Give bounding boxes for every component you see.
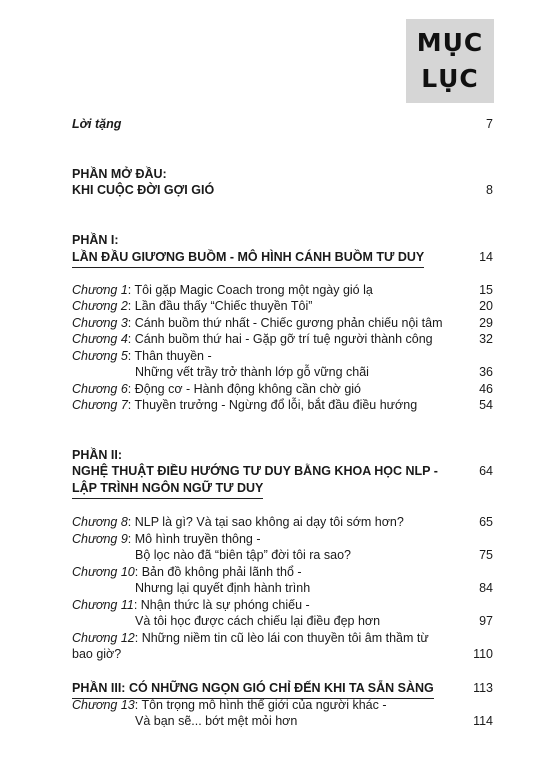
chapter-entry-2[interactable]	[72, 298, 493, 314]
chapter-entry-12-cont[interactable]	[72, 646, 493, 662]
chapter-title-cont: bao giờ?	[72, 647, 122, 661]
chapter-entry-8[interactable]	[72, 514, 493, 530]
chapter-prefix: Chương 2	[72, 299, 128, 313]
chapter-prefix: Chương 13	[72, 698, 135, 712]
chapter-entry-9[interactable]	[72, 531, 493, 547]
chapter-entry-4[interactable]	[72, 331, 493, 347]
toc-title	[406, 19, 494, 103]
chapter-page: 54	[479, 398, 493, 412]
chapter-title: : NLP là gì? Và tại sao không ai dạy tôi sớm hơn?	[127, 515, 404, 529]
chapter-title-cont: Những vết trầy trở thành lớp gỗ vững chãi	[135, 365, 369, 379]
toc-entry-page: 7	[486, 117, 493, 131]
chapter-page: 15	[479, 283, 493, 297]
chapter-entry-6[interactable]	[72, 381, 493, 397]
chapter-entry-13[interactable]	[72, 697, 493, 713]
chapter-entry-5[interactable]	[72, 348, 493, 364]
chapter-prefix: Chương 6	[72, 382, 128, 396]
chapter-page: 36	[479, 365, 493, 379]
part-title: PHẦN III: CÓ NHỮNG NGỌN GIÓ CHỈ ĐẾN KHI TA SẴN SÀNG	[72, 680, 434, 699]
part-title-mo-dau[interactable]	[72, 182, 493, 198]
chapter-title: : Những niềm tin cũ lèo lái con thuyền tôi âm thầm từ	[134, 631, 429, 645]
toc-entry-page: 64	[479, 464, 493, 478]
chapter-prefix: Chương 3	[72, 316, 128, 330]
chapter-prefix: Chương 5	[72, 349, 128, 363]
chapter-entry-3[interactable]	[72, 315, 493, 331]
chapter-title: : Bản đồ không phải lãnh thổ -	[134, 565, 302, 579]
chapter-title-cont: Và bạn sẽ... bớt mệt mỏi hơn	[135, 714, 298, 728]
toc-entry-page: 14	[479, 250, 493, 264]
part-heading-1[interactable]	[72, 232, 493, 248]
chapter-title: : Cánh buồm thứ hai - Gặp gỡ trí tuệ người thành công	[127, 332, 433, 346]
part-title-2-cont[interactable]	[72, 480, 493, 499]
chapter-prefix: Chương 7	[72, 398, 128, 412]
chapter-title: : Động cơ - Hành động không cần chờ gió	[127, 382, 361, 396]
part-title-cont: LẬP TRÌNH NGÔN NGỮ TƯ DUY	[72, 480, 263, 499]
chapter-page: 110	[473, 647, 493, 661]
part-title: NGHỆ THUẬT ĐIỀU HƯỚNG TƯ DUY BẰNG KHOA HỌC NLP -	[72, 464, 438, 478]
chapter-title-cont: Và tôi học được cách chiếu lại điều đẹp hơn	[135, 614, 381, 628]
toc-entry-page: 113	[473, 681, 493, 695]
chapter-title: : Thuyền trưởng - Ngừng đổ lỗi, bắt đầu điều hướng	[127, 398, 418, 412]
chapter-prefix: Chương 8	[72, 515, 128, 529]
chapter-title: : Tôn trọng mô hình thế giới của người khác -	[134, 698, 387, 712]
chapter-page: 29	[479, 316, 493, 330]
part-title: LẦN ĐẦU GIƯƠNG BUỒM - MÔ HÌNH CÁNH BUỒM TƯ DUY	[72, 249, 424, 268]
chapter-page: 84	[479, 581, 493, 595]
chapter-entry-12[interactable]	[72, 630, 493, 646]
chapter-title: : Tôi gặp Magic Coach trong một ngày gió lạ	[127, 283, 373, 297]
chapter-entry-13-cont[interactable]	[72, 713, 493, 729]
chapter-prefix: Chương 12	[72, 631, 135, 645]
chapter-page: 20	[479, 299, 493, 313]
toc-title-line2: LỤC	[421, 64, 479, 93]
chapter-entry-10-cont[interactable]	[72, 580, 493, 596]
chapter-page: 46	[479, 382, 493, 396]
chapter-page: 32	[479, 332, 493, 346]
toc-entry-loi-tang[interactable]	[72, 116, 493, 132]
chapter-title: : Lần đầu thấy “Chiếc thuyền Tôi”	[127, 299, 313, 313]
part-label: PHẦN MỞ ĐẦU:	[72, 167, 167, 181]
part-heading-mo-dau[interactable]	[72, 166, 493, 182]
chapter-title-cont: Nhưng lại quyết định hành trình	[135, 581, 311, 595]
chapter-entry-11-cont[interactable]	[72, 613, 493, 629]
part-title-2[interactable]	[72, 463, 493, 479]
chapter-prefix: Chương 4	[72, 332, 128, 346]
chapter-title: : Nhận thức là sự phóng chiếu -	[133, 598, 310, 612]
chapter-title: : Cánh buồm thứ nhất - Chiếc gương phản chiếu nội tâm	[127, 316, 443, 330]
toc-entry-page: 8	[486, 183, 493, 197]
chapter-prefix: Chương 9	[72, 532, 128, 546]
chapter-page: 114	[473, 714, 493, 728]
chapter-page: 75	[479, 548, 493, 562]
part-title: KHI CUỘC ĐỜI GỢI GIÓ	[72, 183, 215, 197]
part-label: PHẦN I:	[72, 233, 119, 247]
part-heading-2[interactable]	[72, 447, 493, 463]
part-label: PHẦN II:	[72, 448, 122, 462]
toc-entry-label: Lời tặng	[72, 117, 122, 131]
chapter-entry-7[interactable]	[72, 397, 493, 413]
chapter-entry-5-cont[interactable]	[72, 364, 493, 380]
chapter-prefix: Chương 11	[72, 598, 134, 612]
chapter-page: 97	[479, 614, 493, 628]
chapter-entry-11[interactable]	[72, 597, 493, 613]
chapter-entry-1[interactable]	[72, 282, 493, 298]
chapter-entry-9-cont[interactable]	[72, 547, 493, 563]
toc-title-line1: MỤC	[416, 28, 484, 57]
chapter-page: 65	[479, 515, 493, 529]
chapter-entry-10[interactable]	[72, 564, 493, 580]
chapter-title: : Mô hình truyền thông -	[127, 532, 261, 546]
chapter-prefix: Chương 1	[72, 283, 128, 297]
chapter-title: : Thân thuyền -	[127, 349, 212, 363]
chapter-title-cont: Bộ lọc nào đã “biên tập” đời tôi ra sao?	[135, 548, 351, 562]
part-title-1[interactable]	[72, 249, 493, 268]
chapter-prefix: Chương 10	[72, 565, 135, 579]
